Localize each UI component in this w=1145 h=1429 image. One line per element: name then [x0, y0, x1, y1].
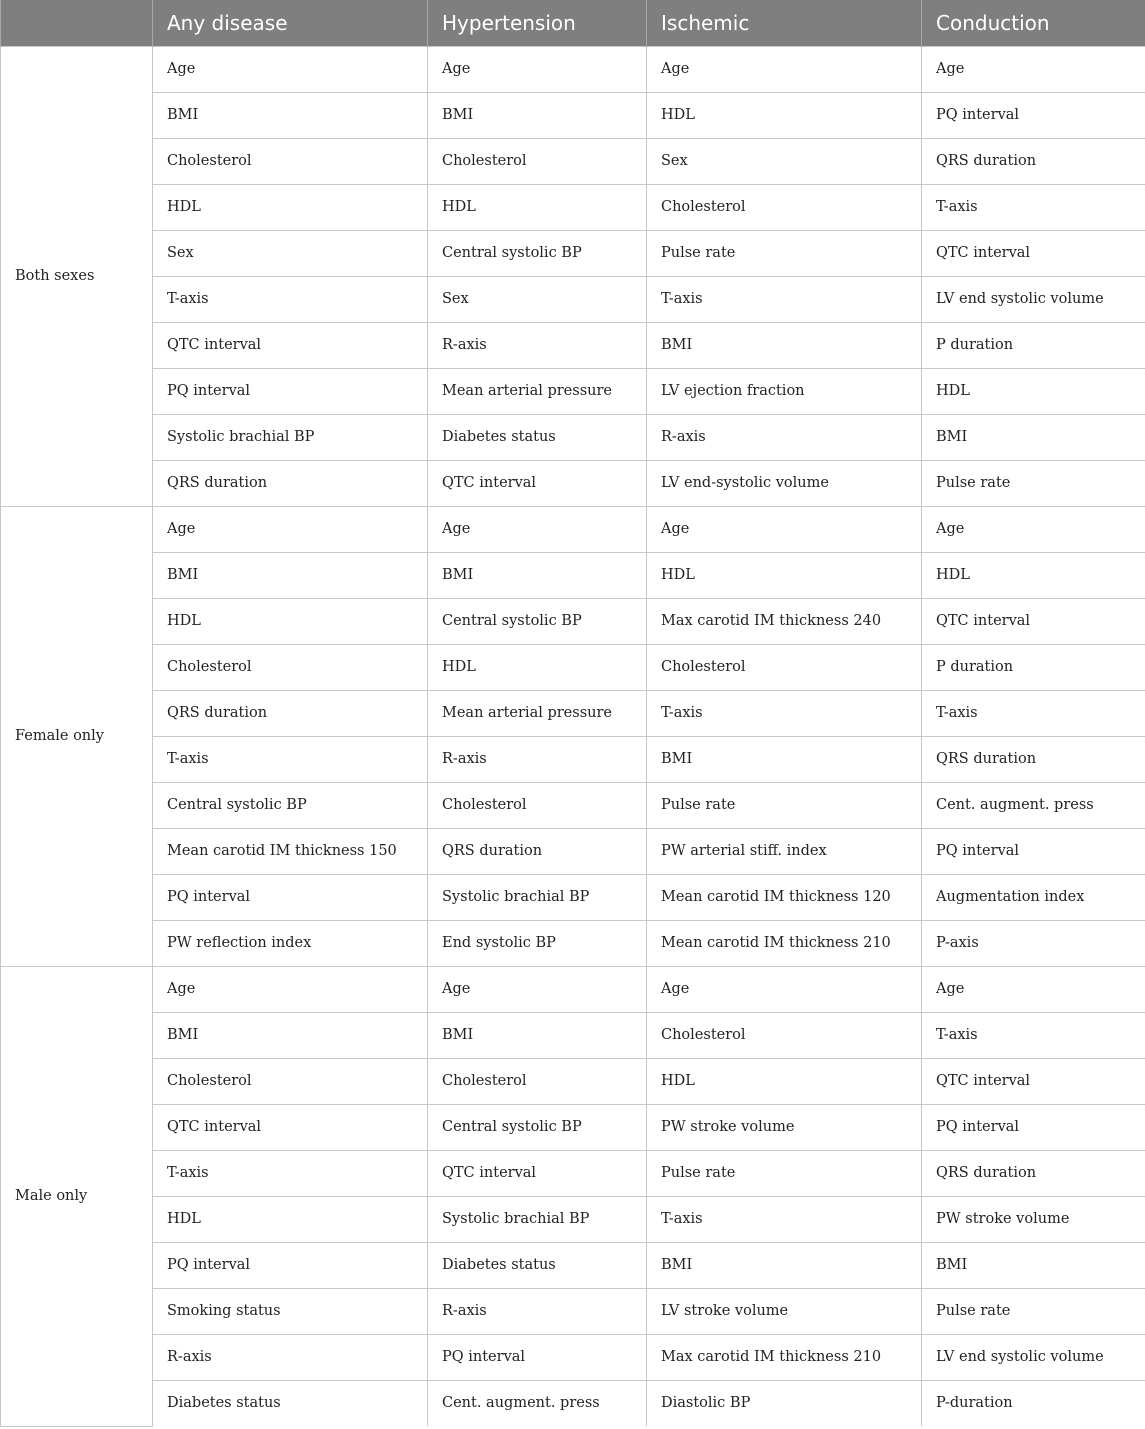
table-row [1, 184, 1145, 230]
cell-conduction: LV end systolic volume [922, 1334, 1145, 1380]
table-row [1, 1380, 1145, 1426]
cell-ischemic: Cholesterol [647, 184, 922, 230]
cell-conduction: QRS duration [922, 138, 1145, 184]
cell-hypertension: Age [428, 506, 647, 552]
cell-hypertension: R-axis [428, 1288, 647, 1334]
table-row [1, 368, 1145, 414]
cell-hypertension: Diabetes status [428, 1242, 647, 1288]
cell-hypertension: QRS duration [428, 828, 647, 874]
cell-conduction: HDL [922, 552, 1145, 598]
table-row [1, 644, 1145, 690]
table-row [1, 828, 1145, 874]
cell-conduction: PQ interval [922, 92, 1145, 138]
cell-conduction: Pulse rate [922, 1288, 1145, 1334]
cell-ischemic: Age [647, 506, 922, 552]
table-row [1, 1104, 1145, 1150]
cell-ischemic: BMI [647, 322, 922, 368]
cell-any-disease: BMI [153, 1012, 428, 1058]
table-row [1, 1196, 1145, 1242]
cell-hypertension: Sex [428, 276, 647, 322]
cell-any-disease: Sex [153, 230, 428, 276]
cell-ischemic: PW arterial stiff. index [647, 828, 922, 874]
table-row [1, 1334, 1145, 1380]
cell-conduction: QRS duration [922, 1150, 1145, 1196]
cell-ischemic: Mean carotid IM thickness 120 [647, 874, 922, 920]
cell-hypertension: Mean arterial pressure [428, 690, 647, 736]
table-row [1, 782, 1145, 828]
table-row [1, 460, 1145, 506]
cell-hypertension: HDL [428, 184, 647, 230]
cell-conduction: P duration [922, 322, 1145, 368]
cell-conduction: QRS duration [922, 736, 1145, 782]
cell-conduction: Age [922, 46, 1145, 92]
table-row [1, 506, 1145, 552]
table-row [1, 920, 1145, 966]
cell-hypertension: Central systolic BP [428, 1104, 647, 1150]
table-row [1, 1242, 1145, 1288]
table-row [1, 736, 1145, 782]
cell-conduction: P duration [922, 644, 1145, 690]
cell-any-disease: T-axis [153, 276, 428, 322]
cell-ischemic: Age [647, 966, 922, 1012]
cell-hypertension: BMI [428, 1012, 647, 1058]
cell-hypertension: Central systolic BP [428, 598, 647, 644]
cell-hypertension: Central systolic BP [428, 230, 647, 276]
cell-any-disease: PQ interval [153, 874, 428, 920]
cell-any-disease: T-axis [153, 1150, 428, 1196]
cell-conduction: T-axis [922, 1012, 1145, 1058]
cell-conduction: HDL [922, 368, 1145, 414]
header-hypertension: Hypertension [428, 0, 647, 46]
cell-any-disease: Diabetes status [153, 1380, 428, 1426]
cell-any-disease: Cholesterol [153, 644, 428, 690]
cell-conduction: QTC interval [922, 230, 1145, 276]
table-row [1, 276, 1145, 322]
header-conduction: Conduction [922, 0, 1145, 46]
cell-any-disease: PQ interval [153, 1242, 428, 1288]
cell-ischemic: HDL [647, 552, 922, 598]
cell-hypertension: R-axis [428, 736, 647, 782]
table-row [1, 46, 1145, 92]
cell-any-disease: Cholesterol [153, 1058, 428, 1104]
cell-conduction: Cent. augment. press [922, 782, 1145, 828]
group-label: Both sexes [1, 46, 153, 506]
cell-ischemic: T-axis [647, 1196, 922, 1242]
cell-conduction: PW stroke volume [922, 1196, 1145, 1242]
header-group [1, 0, 153, 46]
cell-conduction: LV end systolic volume [922, 276, 1145, 322]
header-ischemic: Ischemic [647, 0, 922, 46]
cell-ischemic: Pulse rate [647, 230, 922, 276]
table-row [1, 92, 1145, 138]
cell-ischemic: LV end-systolic volume [647, 460, 922, 506]
cell-any-disease: Systolic brachial BP [153, 414, 428, 460]
cell-any-disease: Smoking status [153, 1288, 428, 1334]
cell-any-disease: Cholesterol [153, 138, 428, 184]
cell-conduction: PQ interval [922, 1104, 1145, 1150]
cell-any-disease: Mean carotid IM thickness 150 [153, 828, 428, 874]
table-body [1, 46, 1145, 1426]
cell-ischemic: Cholesterol [647, 644, 922, 690]
table-row [1, 1288, 1145, 1334]
cell-conduction: Age [922, 506, 1145, 552]
cell-any-disease: Age [153, 506, 428, 552]
cell-hypertension: HDL [428, 644, 647, 690]
cell-ischemic: Mean carotid IM thickness 210 [647, 920, 922, 966]
cell-ischemic: BMI [647, 1242, 922, 1288]
table-row [1, 598, 1145, 644]
cell-conduction: QTC interval [922, 1058, 1145, 1104]
table-row [1, 322, 1145, 368]
cell-conduction: PQ interval [922, 828, 1145, 874]
cell-any-disease: R-axis [153, 1334, 428, 1380]
cell-any-disease: QRS duration [153, 460, 428, 506]
table-row [1, 414, 1145, 460]
table-row [1, 230, 1145, 276]
cell-ischemic: PW stroke volume [647, 1104, 922, 1150]
cell-hypertension: QTC interval [428, 1150, 647, 1196]
cell-any-disease: BMI [153, 552, 428, 598]
cell-hypertension: R-axis [428, 322, 647, 368]
table-row [1, 552, 1145, 598]
cell-hypertension: Diabetes status [428, 414, 647, 460]
cell-any-disease: Age [153, 46, 428, 92]
cell-conduction: Age [922, 966, 1145, 1012]
table-row [1, 1058, 1145, 1104]
cell-any-disease: PW reflection index [153, 920, 428, 966]
table-row [1, 1012, 1145, 1058]
cell-hypertension: Systolic brachial BP [428, 874, 647, 920]
cell-ischemic: Max carotid IM thickness 240 [647, 598, 922, 644]
cell-ischemic: BMI [647, 736, 922, 782]
cell-conduction: QTC interval [922, 598, 1145, 644]
cell-hypertension: End systolic BP [428, 920, 647, 966]
cell-any-disease: HDL [153, 598, 428, 644]
cell-any-disease: QTC interval [153, 322, 428, 368]
cell-any-disease: QRS duration [153, 690, 428, 736]
cell-ischemic: HDL [647, 1058, 922, 1104]
cell-hypertension: Mean arterial pressure [428, 368, 647, 414]
cell-hypertension: Systolic brachial BP [428, 1196, 647, 1242]
table-row [1, 138, 1145, 184]
cell-conduction: T-axis [922, 690, 1145, 736]
cell-hypertension: QTC interval [428, 460, 647, 506]
cell-conduction: P-axis [922, 920, 1145, 966]
cell-hypertension: Cholesterol [428, 138, 647, 184]
cell-ischemic: R-axis [647, 414, 922, 460]
cell-any-disease: T-axis [153, 736, 428, 782]
cell-any-disease: HDL [153, 1196, 428, 1242]
cell-conduction: BMI [922, 1242, 1145, 1288]
group-label: Female only [1, 506, 153, 966]
cell-any-disease: Central systolic BP [153, 782, 428, 828]
cell-hypertension: Age [428, 46, 647, 92]
cell-hypertension: BMI [428, 552, 647, 598]
cell-ischemic: Diastolic BP [647, 1380, 922, 1426]
cell-ischemic: LV ejection fraction [647, 368, 922, 414]
cell-ischemic: Pulse rate [647, 782, 922, 828]
cell-any-disease: QTC interval [153, 1104, 428, 1150]
cell-conduction: T-axis [922, 184, 1145, 230]
cell-ischemic: T-axis [647, 276, 922, 322]
cell-ischemic: Pulse rate [647, 1150, 922, 1196]
cell-hypertension: BMI [428, 92, 647, 138]
group-label: Male only [1, 966, 153, 1426]
cell-conduction: Pulse rate [922, 460, 1145, 506]
table-row [1, 1150, 1145, 1196]
cell-hypertension: Cholesterol [428, 782, 647, 828]
cell-hypertension: PQ interval [428, 1334, 647, 1380]
cell-any-disease: HDL [153, 184, 428, 230]
cell-conduction: Augmentation index [922, 874, 1145, 920]
cell-conduction: P-duration [922, 1380, 1145, 1426]
cell-ischemic: T-axis [647, 690, 922, 736]
cell-hypertension: Cent. augment. press [428, 1380, 647, 1426]
cell-any-disease: Age [153, 966, 428, 1012]
cell-any-disease: BMI [153, 92, 428, 138]
cell-ischemic: Cholesterol [647, 1012, 922, 1058]
cell-ischemic: HDL [647, 92, 922, 138]
table-row [1, 874, 1145, 920]
cell-any-disease: PQ interval [153, 368, 428, 414]
cell-ischemic: Age [647, 46, 922, 92]
table-row [1, 690, 1145, 736]
cell-hypertension: Cholesterol [428, 1058, 647, 1104]
header-row [1, 0, 1145, 46]
cell-ischemic: Sex [647, 138, 922, 184]
table-row [1, 966, 1145, 1012]
cell-ischemic: LV stroke volume [647, 1288, 922, 1334]
header-any-disease: Any disease [153, 0, 428, 46]
cell-ischemic: Max carotid IM thickness 210 [647, 1334, 922, 1380]
cell-conduction: BMI [922, 414, 1145, 460]
cell-hypertension: Age [428, 966, 647, 1012]
